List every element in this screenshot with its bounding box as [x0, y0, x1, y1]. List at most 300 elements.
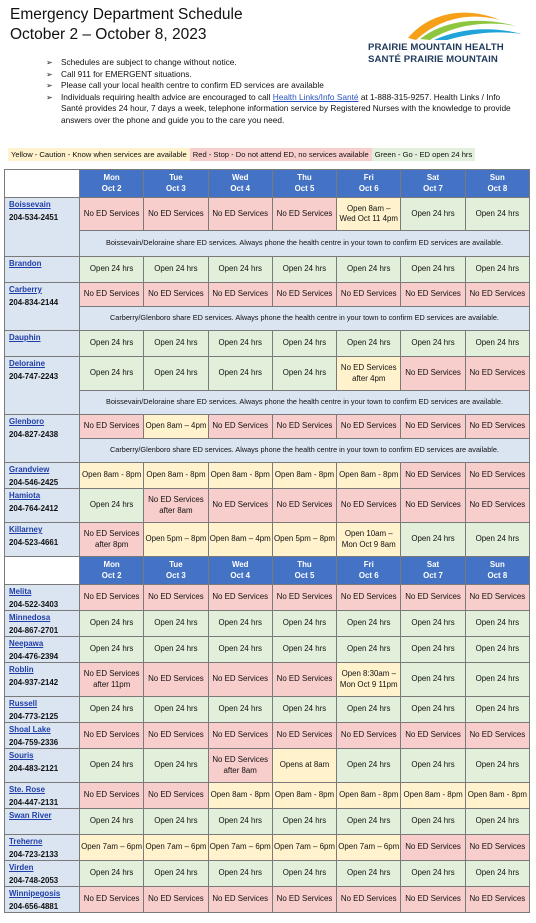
town-cell: [5, 331, 80, 357]
status-cell-sun: No ED Services: [465, 463, 529, 489]
status-cell-sun: Open 24 hrs: [465, 611, 529, 637]
town-row-carberry: [5, 283, 530, 307]
status-cell-wed: Open 8am - 8pm: [208, 463, 272, 489]
day-name: Mon: [103, 173, 120, 182]
status-cell-mon: Open 24 hrs: [80, 331, 144, 357]
notice-list: [46, 57, 516, 127]
status-cell-sun: Open 24 hrs: [465, 809, 529, 835]
town-cell: [5, 611, 80, 637]
day-name: Mon: [103, 560, 120, 569]
status-cell-mon: No ED Services: [80, 283, 144, 307]
status-cell-thu: Open 24 hrs: [272, 611, 336, 637]
town-cell: [5, 357, 80, 415]
town-row-killarney: [5, 523, 530, 557]
status-cell-tue: Open 24 hrs: [144, 637, 208, 663]
shared-services-note-row: [5, 439, 530, 463]
status-cell-thu: Open 5pm – 8pm: [272, 523, 336, 557]
status-cell-wed: Open 24 hrs: [208, 257, 272, 283]
status-cell-tue: Open 24 hrs: [144, 861, 208, 887]
shared-services-note-row: [5, 231, 530, 257]
status-cell-sat: Open 24 hrs: [401, 637, 465, 663]
status-cell-sat: No ED Services: [401, 585, 465, 611]
town-phone: 204-546-2425: [9, 478, 59, 487]
status-cell-thu: Open 24 hrs: [272, 861, 336, 887]
town-phone: 204-867-2701: [9, 626, 59, 635]
status-cell-wed: Open 24 hrs: [208, 809, 272, 835]
town-link-glenboro[interactable]: Glenboro: [9, 417, 45, 426]
status-cell-wed: No ED Services: [208, 663, 272, 697]
status-cell-sat: Open 24 hrs: [401, 861, 465, 887]
day-header-wed: [208, 557, 272, 585]
town-row-russell: [5, 697, 530, 723]
day-name: Tue: [169, 560, 183, 569]
day-header-tue: [144, 557, 208, 585]
status-cell-mon: No ED Services: [80, 783, 144, 809]
status-cell-thu: Open 24 hrs: [272, 637, 336, 663]
town-row-melita: [5, 585, 530, 611]
shared-services-note: Carberry/Glenboro share ED services. Always phone the health centre in your town to confirm ED services are available.: [80, 439, 530, 463]
status-cell-thu: No ED Services: [272, 663, 336, 697]
status-cell-fri: Open 8am - 8pm: [337, 463, 401, 489]
day-header-wed: [208, 170, 272, 198]
status-cell-wed: Open 7am – 6pm: [208, 835, 272, 861]
town-link-virden[interactable]: Virden: [9, 863, 34, 872]
status-cell-wed: No ED Services: [208, 887, 272, 913]
town-row-dauphin: [5, 331, 530, 357]
status-cell-tue: No ED Services: [144, 283, 208, 307]
status-cell-wed: No ED Services: [208, 283, 272, 307]
status-cell-wed: Open 24 hrs: [208, 861, 272, 887]
town-link-brandon[interactable]: Brandon: [9, 259, 42, 268]
status-cell-tue: Open 24 hrs: [144, 749, 208, 783]
town-cell: [5, 637, 80, 663]
town-cell: [5, 198, 80, 257]
status-cell-sun: No ED Services: [465, 415, 529, 439]
status-cell-wed: No ED Services: [208, 489, 272, 523]
status-cell-thu: Open 24 hrs: [272, 257, 336, 283]
town-row-shoal-lake: [5, 723, 530, 749]
status-cell-mon: Open 24 hrs: [80, 357, 144, 391]
status-cell-mon: Open 24 hrs: [80, 809, 144, 835]
status-cell-wed: Open 8am - 8pm: [208, 783, 272, 809]
status-cell-mon: Open 24 hrs: [80, 861, 144, 887]
town-cell: [5, 887, 80, 913]
status-cell-thu: Open 8am - 8pm: [272, 783, 336, 809]
town-cell: [5, 257, 80, 283]
town-link-boissevain[interactable]: Boissevain: [9, 200, 51, 209]
town-phone: 204-773-2125: [9, 712, 59, 721]
day-header-fri: [337, 170, 401, 198]
day-date: Oct 2: [101, 183, 122, 193]
status-cell-sun: Open 8am - 8pm: [465, 783, 529, 809]
day-name: Sun: [489, 173, 505, 182]
status-cell-wed: No ED Services after 8am: [208, 749, 272, 783]
logo-text-english: PRAIRIE MOUNTAIN HEALTH: [368, 42, 504, 53]
town-link-roblin[interactable]: Roblin: [9, 665, 34, 674]
town-phone: 204-834-2144: [9, 298, 59, 307]
day-header-mon: [80, 557, 144, 585]
town-cell: [5, 809, 80, 835]
town-row-winnipegosis: [5, 887, 530, 913]
status-cell-fri: No ED Services: [337, 723, 401, 749]
status-cell-sat: Open 24 hrs: [401, 331, 465, 357]
town-phone: 204-764-2412: [9, 504, 59, 513]
status-cell-tue: No ED Services: [144, 198, 208, 231]
status-cell-sat: Open 24 hrs: [401, 198, 465, 231]
day-date: Oct 7: [423, 183, 443, 193]
status-cell-sat: Open 24 hrs: [401, 663, 465, 697]
day-header-mon: [80, 170, 144, 198]
header-blank-cell: [5, 170, 80, 198]
day-name: Wed: [231, 560, 249, 569]
status-cell-fri: Open 24 hrs: [337, 749, 401, 783]
day-name: Thu: [297, 173, 312, 182]
town-phone: 204-476-2394: [9, 652, 59, 661]
status-cell-sun: No ED Services: [465, 835, 529, 861]
day-date: Oct 5: [294, 570, 315, 580]
town-row-grandview: [5, 463, 530, 489]
status-cell-wed: No ED Services: [208, 198, 272, 231]
status-cell-thu: Open 24 hrs: [272, 357, 336, 391]
status-cell-thu: No ED Services: [272, 415, 336, 439]
status-cell-tue: No ED Services after 8am: [144, 489, 208, 523]
status-cell-sun: Open 24 hrs: [465, 861, 529, 887]
status-cell-sat: No ED Services: [401, 283, 465, 307]
day-header-sun: [465, 557, 529, 585]
status-cell-sun: No ED Services: [465, 283, 529, 307]
town-link-neepawa[interactable]: Neepawa: [9, 639, 44, 648]
notice-item: [46, 92, 516, 127]
status-cell-mon: No ED Services after 11pm: [80, 663, 144, 697]
town-row-brandon: [5, 257, 530, 283]
town-row-roblin: [5, 663, 530, 697]
status-cell-sat: Open 24 hrs: [401, 749, 465, 783]
status-cell-fri: Open 8am - 8pm: [337, 783, 401, 809]
status-cell-mon: No ED Services: [80, 198, 144, 231]
town-row-deloraine: [5, 357, 530, 391]
status-cell-sun: Open 24 hrs: [465, 637, 529, 663]
status-cell-fri: Open 24 hrs: [337, 257, 401, 283]
town-cell: [5, 415, 80, 463]
shared-services-note: Carberry/Glenboro share ED services. Always phone the health centre in your town to confirm ED services are available.: [80, 307, 530, 331]
day-date: Oct 6: [358, 183, 379, 193]
town-phone: 204-656-4881: [9, 902, 59, 911]
status-cell-mon: Open 8am - 8pm: [80, 463, 144, 489]
town-row-neepawa: [5, 637, 530, 663]
status-cell-wed: Open 24 hrs: [208, 331, 272, 357]
status-cell-sun: Open 24 hrs: [465, 523, 529, 557]
status-cell-sun: No ED Services: [465, 887, 529, 913]
status-cell-tue: Open 24 hrs: [144, 809, 208, 835]
status-cell-thu: Open 8am - 8pm: [272, 463, 336, 489]
status-cell-wed: Open 24 hrs: [208, 637, 272, 663]
status-cell-wed: Open 24 hrs: [208, 611, 272, 637]
status-cell-sat: No ED Services: [401, 415, 465, 439]
day-date: Oct 8: [487, 183, 508, 193]
town-link-souris[interactable]: Souris: [9, 751, 34, 760]
town-link-treherne[interactable]: Treherne: [9, 837, 43, 846]
status-cell-tue: No ED Services: [144, 783, 208, 809]
day-header-row: [5, 170, 530, 198]
page-title: [10, 5, 243, 45]
status-cell-sun: No ED Services: [465, 585, 529, 611]
status-cell-wed: No ED Services: [208, 723, 272, 749]
town-row-virden: [5, 861, 530, 887]
day-name: Sun: [489, 560, 505, 569]
town-row-glenboro: [5, 415, 530, 439]
day-header-thu: [272, 170, 336, 198]
town-phone: 204-523-4661: [9, 538, 59, 547]
notice-text: Individuals requiring health advice are encouraged to call: [61, 91, 273, 102]
status-cell-mon: No ED Services after 8pm: [80, 523, 144, 557]
status-cell-tue: Open 8am – 4pm: [144, 415, 208, 439]
status-cell-tue: No ED Services: [144, 585, 208, 611]
status-cell-sun: No ED Services: [465, 723, 529, 749]
legend-green: Green - Go - ED open 24 hrs: [372, 148, 476, 161]
health-links-link[interactable]: Health Links/Info Santé: [272, 91, 359, 102]
status-cell-sat: No ED Services: [401, 489, 465, 523]
day-name: Thu: [297, 560, 312, 569]
status-cell-tue: Open 7am – 6pm: [144, 835, 208, 861]
town-link-melita[interactable]: Melita: [9, 587, 32, 596]
status-cell-sun: No ED Services: [465, 489, 529, 523]
status-cell-mon: Open 7am – 6pm: [80, 835, 144, 861]
town-cell: [5, 749, 80, 783]
town-link-winnipegosis[interactable]: Winnipegosis: [9, 889, 61, 898]
shared-services-note-row: [5, 391, 530, 415]
town-link-dauphin[interactable]: Dauphin: [9, 333, 41, 342]
status-cell-sat: Open 24 hrs: [401, 611, 465, 637]
day-name: Fri: [363, 560, 374, 569]
status-cell-sun: Open 24 hrs: [465, 257, 529, 283]
town-cell: [5, 463, 80, 489]
town-cell: [5, 697, 80, 723]
day-date: Oct 8: [487, 570, 508, 580]
town-cell: [5, 283, 80, 331]
town-phone: 204-759-2336: [9, 738, 59, 747]
shared-services-note: Boissevain/Deloraine share ED services. Always phone the health centre in your town to confirm ED services are available.: [80, 391, 530, 415]
logo-swoosh-icon: [404, 8, 524, 40]
town-row-minnedosa: [5, 611, 530, 637]
day-date: Oct 5: [294, 183, 315, 193]
status-cell-wed: Open 24 hrs: [208, 697, 272, 723]
town-cell: [5, 723, 80, 749]
town-link-swan-river[interactable]: Swan River: [9, 811, 52, 820]
day-name: Wed: [231, 173, 249, 182]
notice-item: ➢ Schedules are subject to change without notice.: [46, 57, 516, 69]
town-row-hamiota: [5, 489, 530, 523]
town-row-treherne: [5, 835, 530, 861]
status-cell-fri: No ED Services: [337, 283, 401, 307]
day-header-tue: [144, 170, 208, 198]
day-date: Oct 6: [358, 570, 379, 580]
status-cell-fri: Open 24 hrs: [337, 809, 401, 835]
day-header-row: [5, 557, 530, 585]
status-cell-fri: Open 8am – Wed Oct 11 4pm: [337, 198, 401, 231]
town-cell: [5, 663, 80, 697]
status-cell-fri: Open 24 hrs: [337, 861, 401, 887]
status-cell-mon: No ED Services: [80, 887, 144, 913]
status-cell-thu: No ED Services: [272, 723, 336, 749]
status-cell-sun: Open 24 hrs: [465, 697, 529, 723]
status-cell-mon: Open 24 hrs: [80, 697, 144, 723]
status-cell-fri: Open 24 hrs: [337, 331, 401, 357]
status-cell-tue: Open 24 hrs: [144, 331, 208, 357]
day-header-fri: [337, 557, 401, 585]
town-phone: 204-447-2131: [9, 798, 59, 807]
status-cell-mon: Open 24 hrs: [80, 637, 144, 663]
header-blank-cell: [5, 557, 80, 585]
town-cell: [5, 585, 80, 611]
town-cell: [5, 783, 80, 809]
status-cell-wed: Open 8am – 4pm: [208, 523, 272, 557]
status-cell-fri: No ED Services: [337, 585, 401, 611]
status-cell-fri: No ED Services: [337, 415, 401, 439]
town-row-souris: [5, 749, 530, 783]
town-link-carberry[interactable]: Carberry: [9, 285, 42, 294]
notice-item: ➢ Please call your local health centre to confirm ED services are available: [46, 80, 516, 92]
town-phone: 204-937-2142: [9, 678, 59, 687]
status-cell-tue: Open 24 hrs: [144, 611, 208, 637]
status-cell-thu: Open 24 hrs: [272, 331, 336, 357]
day-name: Sat: [426, 560, 440, 569]
day-header-sat: [401, 557, 465, 585]
title-line-1: Emergency Department Schedule: [10, 6, 243, 23]
status-cell-wed: Open 24 hrs: [208, 357, 272, 391]
town-link-minnedosa[interactable]: Minnedosa: [9, 613, 51, 622]
town-link-shoal-lake[interactable]: Shoal Lake: [9, 725, 51, 734]
status-cell-sat: Open 8am - 8pm: [401, 783, 465, 809]
town-phone: 204-483-2121: [9, 764, 59, 773]
day-date: Oct 3: [166, 570, 186, 580]
town-phone: 204-748-2053: [9, 876, 59, 885]
status-cell-tue: No ED Services: [144, 723, 208, 749]
status-cell-thu: No ED Services: [272, 198, 336, 231]
status-cell-fri: Open 8:30am – Mon Oct 9 11pm: [337, 663, 401, 697]
town-row-ste-rose: [5, 783, 530, 809]
status-cell-sat: No ED Services: [401, 835, 465, 861]
status-cell-sun: Open 24 hrs: [465, 331, 529, 357]
status-cell-tue: Open 5pm – 8pm: [144, 523, 208, 557]
town-phone: 204-827-2438: [9, 430, 59, 439]
status-cell-wed: No ED Services: [208, 415, 272, 439]
day-name: Tue: [169, 173, 183, 182]
status-cell-fri: No ED Services after 4pm: [337, 357, 401, 391]
status-cell-sun: No ED Services: [465, 357, 529, 391]
day-name: Sat: [426, 173, 440, 182]
status-cell-tue: No ED Services: [144, 663, 208, 697]
town-phone: 204-747-2243: [9, 372, 59, 381]
town-phone: 204-522-3403: [9, 600, 59, 609]
status-cell-sun: Open 24 hrs: [465, 198, 529, 231]
status-cell-thu: No ED Services: [272, 887, 336, 913]
status-cell-mon: No ED Services: [80, 415, 144, 439]
status-cell-mon: No ED Services: [80, 723, 144, 749]
town-link-russell[interactable]: Russell: [9, 699, 38, 708]
status-cell-mon: Open 24 hrs: [80, 749, 144, 783]
day-date: Oct 2: [101, 570, 122, 580]
day-date: Oct 4: [230, 570, 251, 580]
status-cell-thu: No ED Services: [272, 489, 336, 523]
day-date: Oct 7: [423, 570, 443, 580]
town-phone: 204-534-2451: [9, 213, 59, 222]
status-cell-thu: Open 24 hrs: [272, 809, 336, 835]
town-cell: [5, 489, 80, 523]
status-cell-wed: No ED Services: [208, 585, 272, 611]
status-cell-sat: No ED Services: [401, 723, 465, 749]
day-header-sat: [401, 170, 465, 198]
town-row-boissevain: [5, 198, 530, 231]
status-cell-fri: Open 24 hrs: [337, 697, 401, 723]
status-cell-tue: Open 24 hrs: [144, 257, 208, 283]
status-cell-sat: Open 24 hrs: [401, 697, 465, 723]
town-link-deloraine[interactable]: Deloraine: [9, 359, 45, 368]
status-cell-thu: No ED Services: [272, 585, 336, 611]
status-cell-thu: No ED Services: [272, 283, 336, 307]
legend-yellow: Yellow - Caution - Know when services are available: [8, 148, 190, 161]
day-date: Oct 3: [166, 183, 186, 193]
logo-text-french: SANTÉ PRAIRIE MOUNTAIN: [368, 54, 498, 65]
town-link-ste-rose[interactable]: Ste. Rose: [9, 785, 45, 794]
town-link-killarney[interactable]: Killarney: [9, 525, 43, 534]
status-cell-tue: Open 24 hrs: [144, 357, 208, 391]
status-cell-sat: Open 24 hrs: [401, 523, 465, 557]
status-cell-fri: Open 10am – Mon Oct 9 8am: [337, 523, 401, 557]
status-cell-thu: Open 24 hrs: [272, 697, 336, 723]
status-cell-mon: Open 24 hrs: [80, 611, 144, 637]
notice-text: at 1-888-315-9257. Health Links / Info Santé provides 24 hour, 7 days a week, telephone information service by Registered Nurses with the knowledge to provide answers over the phone and guide you to the care you need.: [61, 91, 511, 125]
title-line-2: October 2 – October 8, 2023: [10, 26, 207, 43]
status-cell-thu: Opens at 8am: [272, 749, 336, 783]
notice-item: ➢ Call 911 for EMERGENT situations.: [46, 69, 516, 81]
status-cell-sat: Open 24 hrs: [401, 257, 465, 283]
shared-services-note-row: [5, 307, 530, 331]
day-date: Oct 4: [230, 183, 251, 193]
day-name: Fri: [363, 173, 374, 182]
status-cell-tue: Open 8am - 8pm: [144, 463, 208, 489]
status-cell-mon: Open 24 hrs: [80, 489, 144, 523]
status-cell-sat: No ED Services: [401, 887, 465, 913]
town-cell: [5, 861, 80, 887]
status-cell-sun: Open 24 hrs: [465, 663, 529, 697]
day-header-thu: [272, 557, 336, 585]
town-row-swan-river: [5, 809, 530, 835]
status-cell-mon: No ED Services: [80, 585, 144, 611]
status-cell-sun: Open 24 hrs: [465, 749, 529, 783]
status-cell-sat: No ED Services: [401, 357, 465, 391]
status-cell-fri: No ED Services: [337, 489, 401, 523]
status-cell-fri: No ED Services: [337, 887, 401, 913]
status-cell-fri: Open 24 hrs: [337, 637, 401, 663]
status-cell-thu: Open 7am – 6pm: [272, 835, 336, 861]
shared-services-note: Boissevain/Deloraine share ED services. Always phone the health centre in your town to confirm ED services are available.: [80, 231, 530, 257]
status-cell-tue: Open 24 hrs: [144, 697, 208, 723]
town-cell: [5, 523, 80, 557]
day-header-sun: [465, 170, 529, 198]
status-cell-sat: Open 24 hrs: [401, 809, 465, 835]
status-cell-mon: Open 24 hrs: [80, 257, 144, 283]
legend-red: Red - Stop - Do not attend ED, no services available: [190, 148, 372, 161]
town-link-hamiota[interactable]: Hamiota: [9, 491, 41, 500]
status-cell-sat: No ED Services: [401, 463, 465, 489]
status-cell-tue: No ED Services: [144, 887, 208, 913]
town-phone: 204-723-2133: [9, 850, 59, 859]
status-cell-fri: Open 7am – 6pm: [337, 835, 401, 861]
town-link-grandview[interactable]: Grandview: [9, 465, 50, 474]
town-cell: [5, 835, 80, 861]
status-cell-fri: Open 24 hrs: [337, 611, 401, 637]
color-legend: [8, 148, 475, 161]
